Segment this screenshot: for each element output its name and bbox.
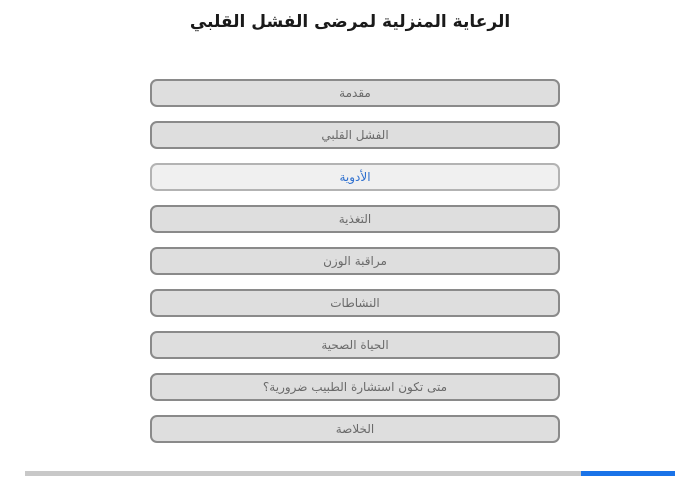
menu-item-heart-failure[interactable]: الفشل القلبي: [150, 121, 560, 149]
progress-bar: [25, 471, 675, 476]
menu-item-medications[interactable]: الأدوية: [150, 163, 560, 191]
menu-item-when-to-see-doctor[interactable]: متى تكون استشارة الطبيب ضرورية؟: [150, 373, 560, 401]
lesson-menu: [150, 79, 560, 457]
menu-item-weight-monitoring[interactable]: مراقبة الوزن: [150, 247, 560, 275]
menu-item-nutrition[interactable]: التغذية: [150, 205, 560, 233]
menu-item-healthy-living[interactable]: الحياة الصحية: [150, 331, 560, 359]
menu-item-activities[interactable]: النشاطات: [150, 289, 560, 317]
menu-item-summary[interactable]: الخلاصة: [150, 415, 560, 443]
progress-bar-fill: [581, 471, 675, 476]
page-title: الرعاية المنزلية لمرضى الفشل القلبي: [189, 12, 511, 32]
menu-item-introduction[interactable]: مقدمة: [150, 79, 560, 107]
